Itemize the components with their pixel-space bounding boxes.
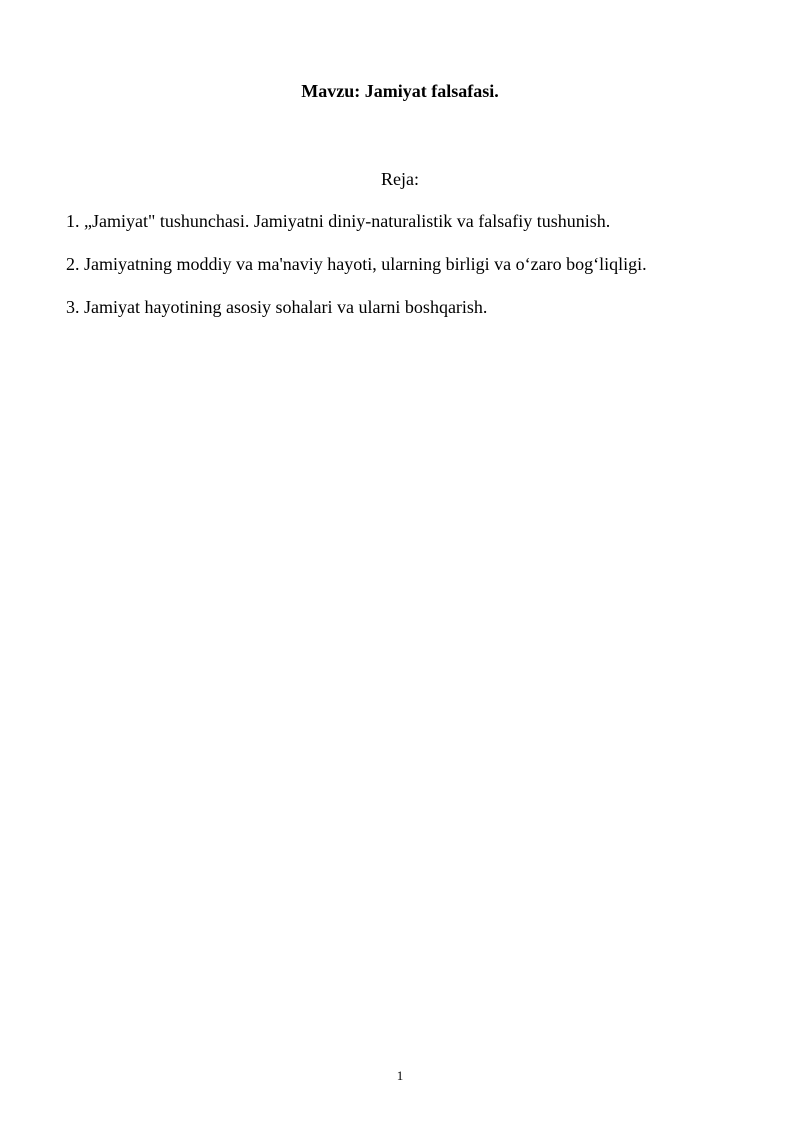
plan-heading: Reja:	[381, 169, 419, 189]
plan-list	[66, 210, 746, 339]
plan-item-3: 3. Jamiyat hayotining asosiy sohalari va ularni boshqarish.	[66, 297, 488, 317]
page-number: 1	[396, 1068, 404, 1083]
document-title: Mavzu: Jamiyat falsafasi.	[301, 81, 499, 101]
plan-item-2: 2. Jamiyatning moddiy va ma'naviy hayoti, ularning birligi va o‘zaro bog‘liqligi.	[66, 254, 647, 274]
plan-item-1: 1. „Jamiyat" tushunchasi. Jamiyatni diniy-naturalistik va falsafiy tushunish.	[66, 211, 611, 231]
